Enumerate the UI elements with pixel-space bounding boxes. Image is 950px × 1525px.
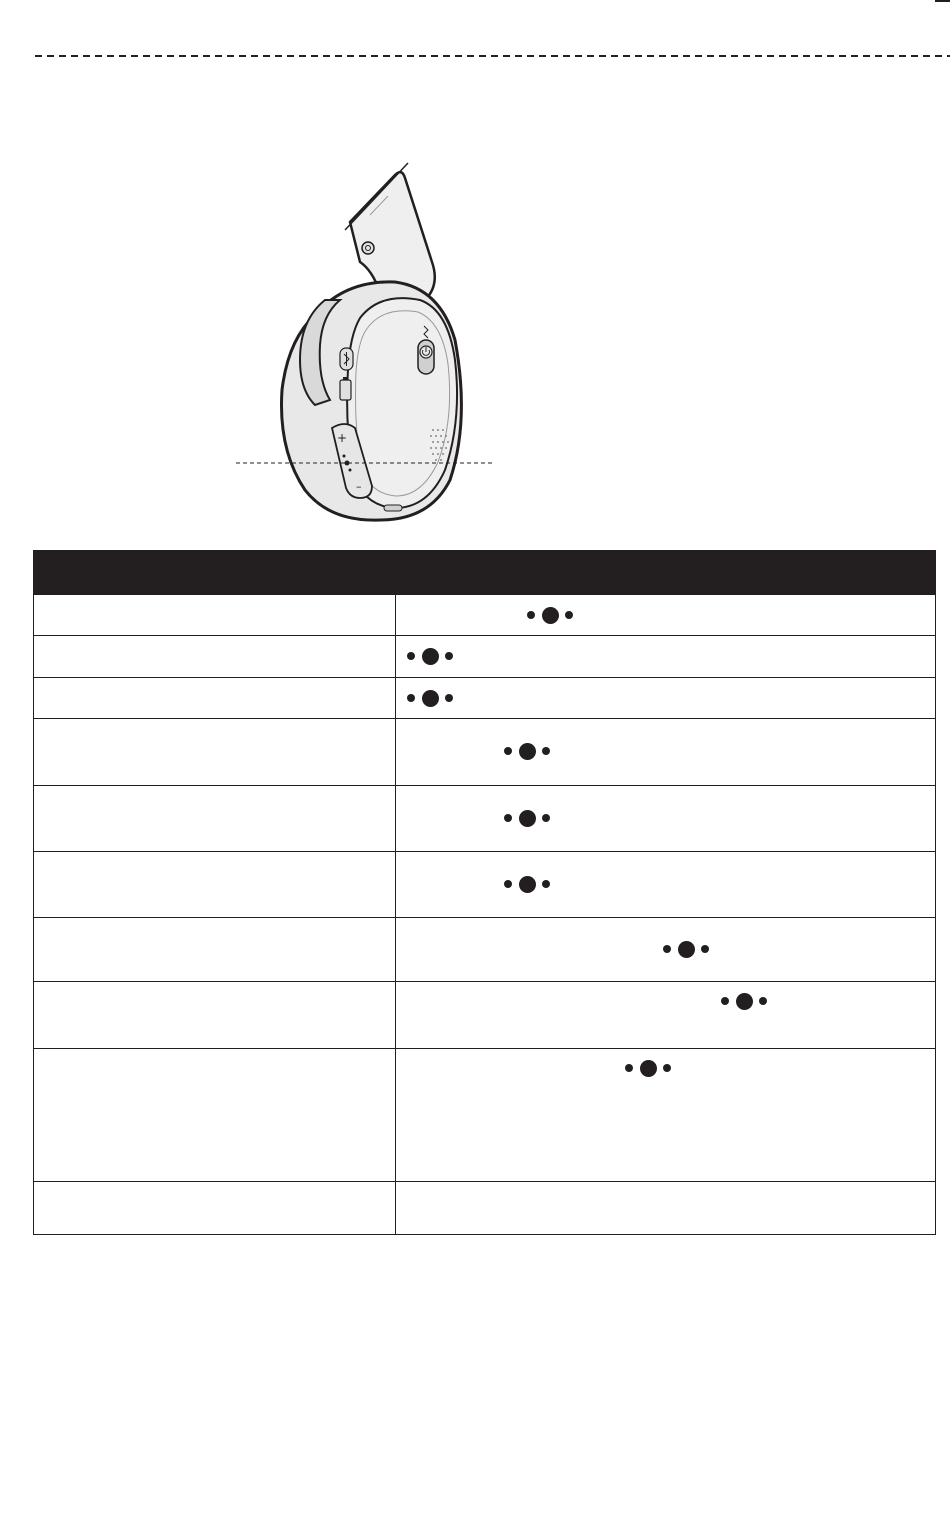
table-row [34,918,936,982]
multi-function-button-icon [504,808,550,828]
table-header-function [34,551,396,595]
function-cell [34,982,396,1049]
multi-function-button-icon [504,874,550,894]
table-row [34,1182,936,1235]
action-cell [396,678,936,719]
function-cell [34,852,396,918]
function-cell [34,719,396,786]
table-row [34,636,936,678]
table-row [34,786,936,852]
table-row [34,1049,936,1182]
action-cell [396,1049,936,1182]
function-cell [34,678,396,719]
action-cell [396,1182,936,1235]
function-cell [34,595,396,636]
function-cell [34,1182,396,1235]
mfb-dot-small [343,455,346,458]
multi-function-button-icon [504,741,550,761]
battery-icon [340,377,351,400]
hinge-screw [362,242,374,254]
table-row [34,595,936,636]
multi-function-button-icon [721,991,767,1011]
controls-table [33,550,936,1235]
usb-port [384,505,402,511]
function-cell [34,918,396,982]
volume-up-icon: + [337,431,348,445]
multi-function-button-icon [527,605,573,625]
headphone-side-view [230,160,500,530]
function-cell [34,1049,396,1182]
table-row [34,982,936,1049]
action-cell [396,852,936,918]
bluetooth-icon [340,348,353,370]
table-row [34,719,936,786]
action-cell [396,918,936,982]
multi-function-button-icon [625,1058,671,1078]
action-cell [396,982,936,1049]
multi-function-button-icon [407,688,453,708]
function-cell [34,636,396,678]
action-cell [396,595,936,636]
table-header-row [34,551,936,595]
table-header-action [396,551,936,595]
headphone-illustration [230,160,500,530]
multi-function-button-icon [407,646,453,666]
dashed-section-rule [35,55,950,57]
multi-function-button-icon [663,939,709,959]
page-edge-rule [935,0,950,2]
table-row [34,852,936,918]
power-icon [418,340,434,374]
action-cell [396,636,936,678]
function-cell [34,786,396,852]
volume-down-icon: – [356,480,362,493]
action-cell [396,786,936,852]
table-row [34,678,936,719]
mfb-dot-small [349,469,352,472]
action-cell [396,719,936,786]
